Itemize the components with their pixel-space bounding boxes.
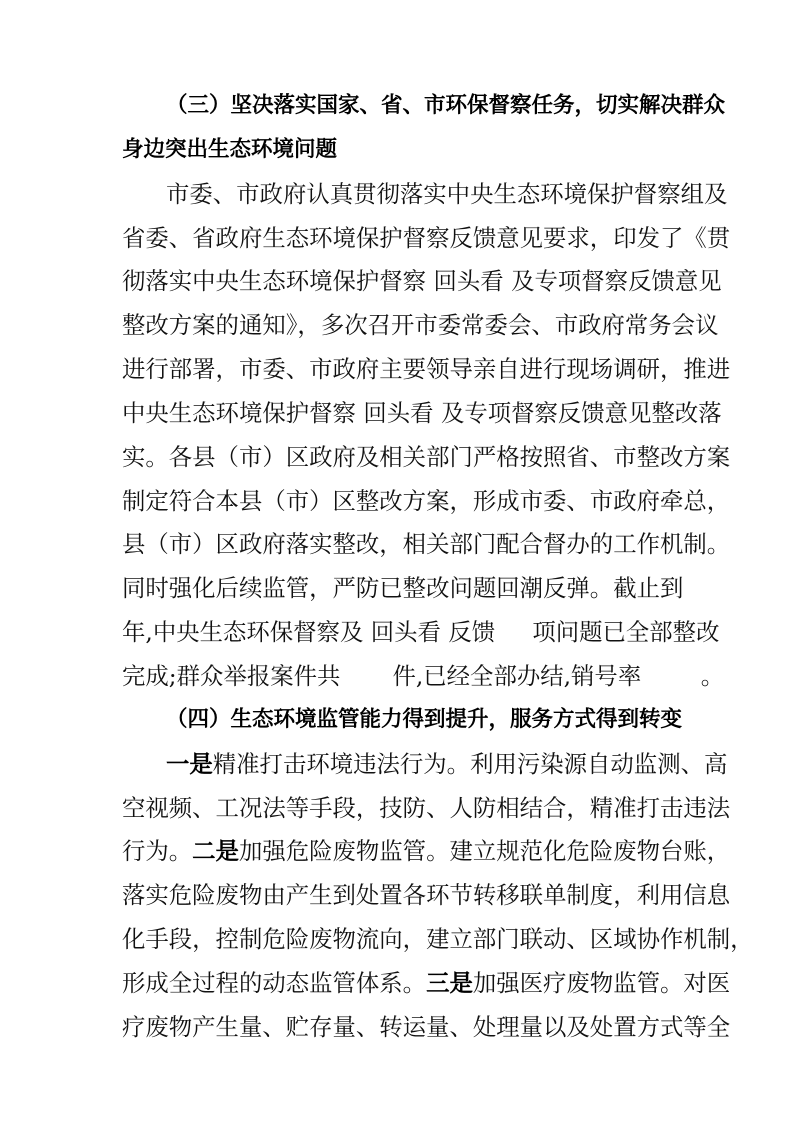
- point-marker-2: 二是: [192, 837, 239, 865]
- body-line: 中央生态环境保护督察 回头看 及专项督察反馈意见整改落: [122, 399, 722, 427]
- body-line: 县（市）区政府落实整改，相关部门配合督办的工作机制。: [122, 530, 731, 558]
- body-line: 化手段，控制危险废物流向，建立部门联动、区域协作机制，: [122, 925, 754, 953]
- body-line: 年,中央生态环保督察及 回头看 反馈 项问题已全部整改: [122, 618, 720, 646]
- body-line: 疗废物产生量、贮存量、转运量、处理量以及处置方式等全: [122, 1013, 731, 1041]
- body-line: 彻落实中央生态环境保护督察 回头看 及专项督察反馈意见: [122, 267, 722, 295]
- body-line: 同时强化后续监管，严防已整改问题回潮反弹。截止到: [122, 574, 684, 602]
- body-line: 市委、市政府认真贯彻落实中央生态环境保护督察组及: [166, 180, 728, 208]
- body-text: 行为。: [122, 837, 193, 865]
- body-line: [166, 744, 728, 784]
- body-line: 整改方案的通知》，多次召开市委常委会、市政府常务会议: [122, 311, 719, 339]
- section-3-heading-line-1: （三）坚决落实国家、省、市环保督察任务，切实解决群众: [166, 93, 726, 118]
- body-line: [122, 963, 731, 1003]
- body-line: [122, 831, 731, 871]
- section-3-heading-line-2: 身边突出生态环境问题: [122, 137, 338, 162]
- body-line: 落实危险废物由产生到处置各环节转移联单制度，利用信息: [122, 881, 731, 909]
- body-text: 形成全过程的动态监管体系。: [122, 969, 427, 997]
- body-line: 进行部署，市委、市政府主要领导亲自进行现场调研，推进: [122, 355, 731, 383]
- body-text: 加强危险废物监管。建立规范化危险废物台账，: [238, 837, 731, 865]
- body-line: 实。各县（市）区政府及相关部门严格按照省、市整改方案: [122, 443, 731, 471]
- body-line: 完成;群众举报案件共 件,已经全部办结,销号率 。: [122, 662, 725, 690]
- body-line: 空视频、工况法等手段，技防、人防相结合，精准打击违法: [122, 794, 731, 822]
- body-line: 省委、省政府生态环境保护督察反馈意见要求，印发了《贯: [122, 224, 731, 252]
- body-line: 制定符合本县（市）区整改方案，形成市委、市政府牵总，: [122, 487, 731, 515]
- point-marker-3: 三是: [426, 969, 473, 997]
- body-text: 精准打击环境违法行为。利用污染源自动监测、高: [212, 750, 728, 778]
- point-marker-1: 一是: [166, 750, 213, 778]
- body-text: 加强医疗废物监管。对医: [472, 969, 731, 997]
- section-4-heading: （四）生态环境监管能力得到提升，服务方式得到转变: [166, 707, 683, 732]
